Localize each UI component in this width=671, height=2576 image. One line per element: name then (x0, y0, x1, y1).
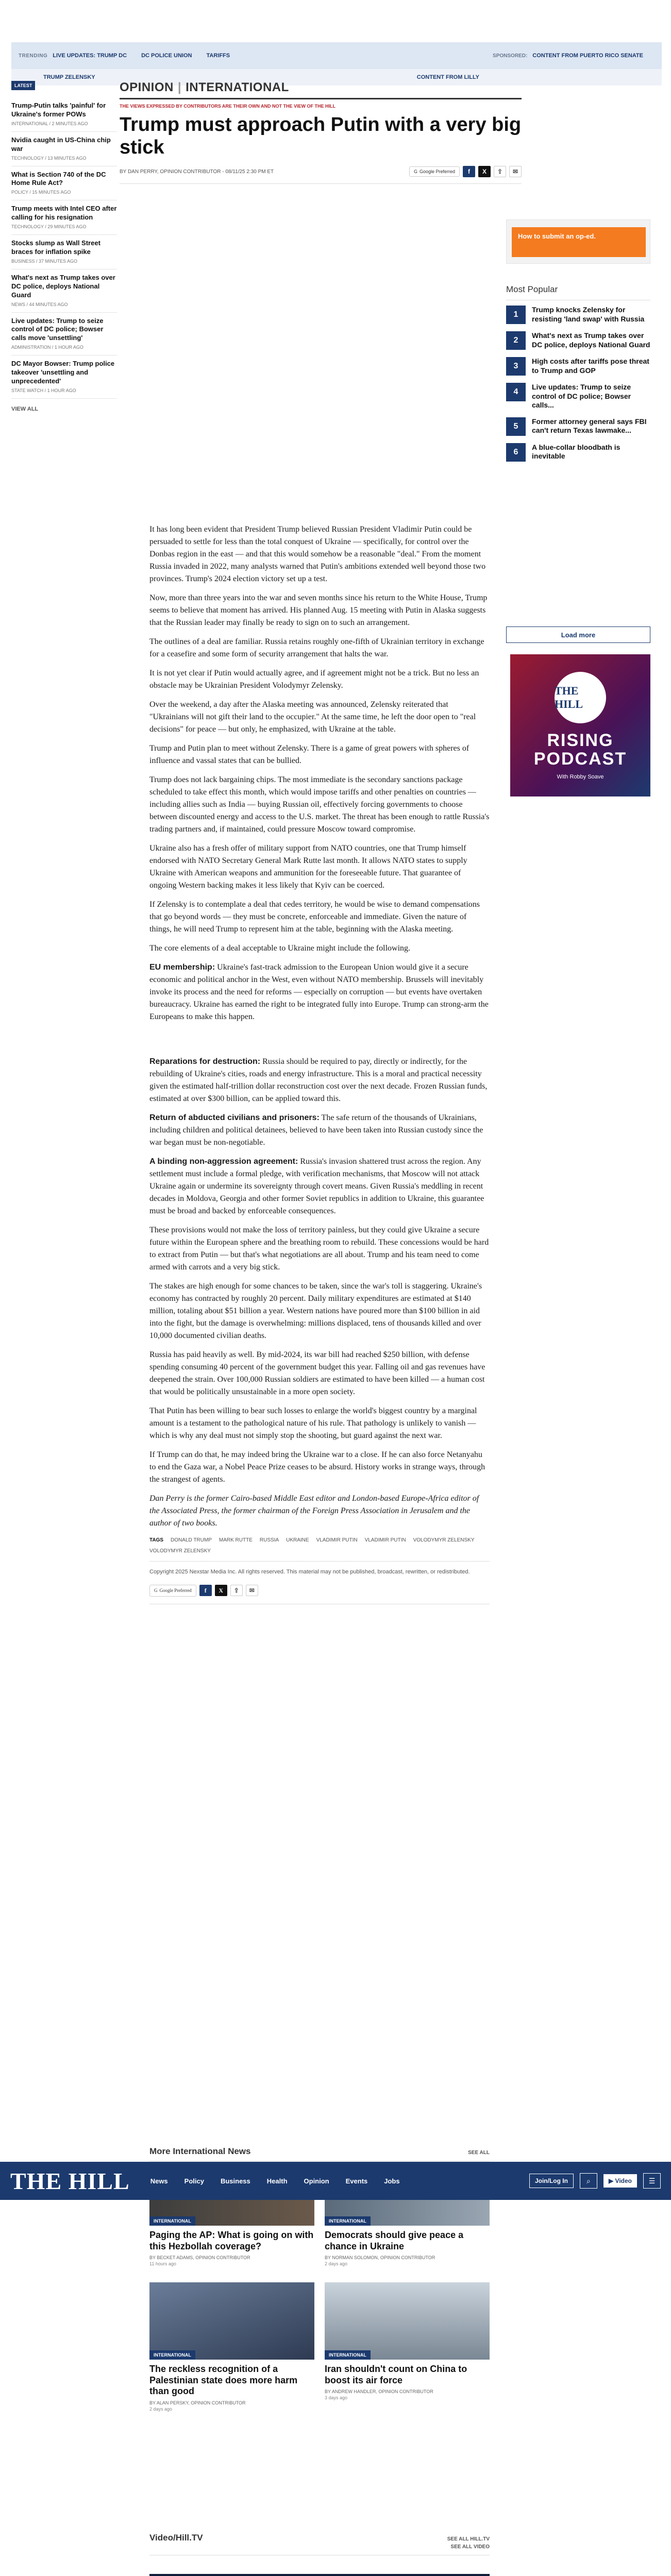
latest-item-title[interactable]: What is Section 740 of the DC Home Rule Act? (11, 170, 106, 187)
sponsored-link[interactable]: CONTENT FROM PUERTO RICO SENATE (532, 53, 643, 59)
most-popular-item[interactable] (506, 443, 650, 462)
article-paragraph: These provisions would not make the loss of territory painless, but they could give Ukraine a secure future within the European sphere and the breathing room to rebuild. These concessions would be hard to extract from Putin — but that's what negotiations are all about. Trump and his team need to come armed with carrots and a very big stick. (149, 1226, 489, 1272)
rank-number: 3 (506, 357, 526, 376)
join-login-button[interactable]: Join/Log In (529, 2174, 574, 2188)
article-bold-item (149, 1156, 490, 1217)
news-card-byline: BY NORMAN SOLOMON, OPINION CONTRIBUTOR (325, 2255, 435, 2261)
latest-item-title[interactable]: Nvidia caught in US-China chip war (11, 135, 111, 152)
article-paragraph: Trump does not lack bargaining chips. The most immediate is the secondary sanctions package scheduled to take effect this month, which would impose tariffs and other penalties on countries — including allies such as India — buying Russian oil, effectively forcing governments to choose between discounted energy and access to the U.S. market. The threat has been enough to rattle Russia's trading partners and, if maintained, could pressure Moscow toward compromise. (149, 775, 490, 834)
category-badge: INTERNATIONAL (149, 2350, 195, 2360)
copyright: Copyright 2025 Nexstar Media Inc. All rights reserved. This material may not be published, broadcast, rewritten, or redistributed. (149, 1569, 470, 1575)
latest-news-rail (11, 80, 117, 413)
podcast-subtitle: With Robby Soave (557, 774, 604, 780)
bottom-share-bar (149, 1585, 490, 1605)
sticky-nav (0, 2162, 671, 2200)
bold-item-label: Reparations for destruction: (149, 1057, 261, 1066)
author-bio: Dan Perry is the former Cairo-based Middle East editor and London-based Europe-Africa editor of the Associated Press, the former chairman of the Foreign Press Association in Jerusalem and the author of two books. (149, 1494, 479, 1528)
latest-item[interactable] (11, 269, 117, 313)
tag-link[interactable]: VLADIMIR PUTIN (364, 1537, 406, 1543)
article-paragraph: The stakes are high enough for some chances to be taken, since the war's toll is staggering. Ukraine's economy has contracted by roughly 20 percent. Daily military expenditures are estimated at $140 million, totaling about $51 billion a year. Western nations have poured more than $100 billion in aid into the fight, but the damage is overwhelming: millions displaced, tens of thousands killed and over 10,000 documented civilian deaths. (149, 1282, 482, 1340)
facebook-icon[interactable]: f (463, 166, 475, 177)
bold-item-text: Ukraine's fast-track admission to the European Union would give it a secure economic and political anchor in the West, even without NATO membership. Brussels will inevitably invoke its process and the need for reforms — especially on corruption — but events have overtaken bureaucracy. Ukraine has earned the right to be integrated fully into Europe. Trump can strong-arm the Europeans to make this happen. (149, 963, 489, 1021)
latest-item-title[interactable]: Stocks slump as Wall Street braces for inflation spike (11, 239, 100, 256)
latest-badge: LATEST (11, 81, 35, 90)
latest-item[interactable] (11, 166, 117, 201)
breadcrumb-subsection[interactable]: INTERNATIONAL (186, 80, 289, 94)
more-news-title: More International News (149, 2146, 251, 2156)
latest-item-meta: BUSINESS / 37 MINUTES AGO (11, 258, 78, 264)
trending-bar (11, 42, 662, 69)
bold-item-label: Return of abducted civilians and prisoners: (149, 1113, 320, 1122)
nav-policy[interactable]: Policy (184, 2177, 204, 2185)
sponsored-label: SPONSORED: (493, 53, 528, 59)
google-preferred-label: Google Preferred (419, 169, 455, 175)
nav-health[interactable]: Health (266, 2177, 288, 2185)
category-badge: INTERNATIONAL (325, 2216, 371, 2226)
article-header (120, 77, 522, 184)
most-popular-title: Most Popular (506, 284, 650, 300)
most-popular-item-title[interactable]: High costs after tariffs pose threat to Trump and GOP (532, 357, 649, 375)
news-card-time: 11 hours ago (149, 2261, 176, 2267)
nav-news[interactable]: News (150, 2177, 168, 2185)
article-paragraph: Over the weekend, a day after the Alaska meeting was announced, Zelensky reiterated that "Ukrainians will not gift their land to the occupier." At the same time, he left the door open to "real decisions" for peace — but only, he emphasized, with Ukraine at the table. (149, 700, 476, 734)
news-card-byline: BY ALAN PERSKY, OPINION CONTRIBUTOR (149, 2400, 246, 2405)
view-all-link[interactable]: VIEW ALL (11, 405, 39, 412)
news-card-image[interactable] (149, 2282, 314, 2360)
latest-item-meta: STATE WATCH / 1 HOUR AGO (11, 387, 76, 393)
google-icon: G (154, 1587, 158, 1593)
sponsored-link[interactable]: CONTENT FROM LILLY (416, 74, 479, 80)
news-card-title[interactable]: Paging the AP: What is going on with this Hezbollah coverage? (149, 2230, 314, 2251)
article-paragraph: Ukraine also has a fresh offer of military support from NATO countries, one that Trump himself endorsed with NATO Secretary General Mark Rutte last month. It allows NATO states to supply Ukraine with American weapons and ammunition for the foreseeable future. That guarantee of ongoing Western backing makes it less likely that Kyiv can be coerced. (149, 844, 467, 890)
google-preferred-button[interactable] (409, 166, 460, 177)
bold-item-text: Russia should be required to pay, directly or indirectly, for the rebuilding of Ukraine's cities, roads and energy infrastructure. This is a moral and practical necessity given the estimated half-trillion dollar reconstruction cost over the next decade. Frozen Russian funds, estimated at over $300 billion, can be applied toward this. (149, 1057, 488, 1103)
article-paragraph: Trump and Putin plan to meet without Zelensky. There is a game of great powers with spheres of influence and vassal states that can be bullied. (149, 744, 469, 765)
trending-link[interactable]: DC POLICE UNION (141, 53, 192, 59)
news-card[interactable] (149, 2200, 314, 2266)
article-bold-item (149, 1112, 490, 1149)
see-all-hilltv[interactable] (447, 2535, 490, 2551)
bold-item-label: A binding non-aggression agreement: (149, 1157, 298, 1166)
nav-opinion[interactable]: Opinion (304, 2177, 329, 2185)
video-section-title: Video/Hill.TV (149, 2533, 203, 2543)
latest-item-title[interactable]: Trump-Putin talks 'painful' for Ukraine's former POWs (11, 101, 106, 118)
page-title: Trump must approach Putin with a very big stick (120, 114, 522, 158)
tag-link[interactable]: MARK RUTTE (219, 1537, 253, 1543)
article-paragraph: The outlines of a deal are familiar. Russia retains roughly one-fifth of Ukrainian territory in exchange for a ceasefire and some form of security arrangement that halts the war. (149, 637, 484, 658)
most-popular (506, 284, 650, 469)
bold-item-text: The safe return of the thousands of Ukrainians, including children and political detainees, believed to have been taken into Russian custody since the war began must be non-negotiable. (149, 1113, 483, 1147)
more-news-header (149, 2146, 490, 2161)
nav-right (529, 2173, 661, 2189)
news-card-title[interactable]: Democrats should give peace a chance in Ukraine (325, 2230, 464, 2251)
the-hill-logo: THE HILL (555, 672, 606, 723)
article-paragraph: Now, more than three years into the war and seven months since his return to the White House, Trump seems to believe that moment has arrived. His planned Aug. 15 meeting with Putin in Alaska suggests that the Russian leader may finally be ready to sign on to such an arrangement. (149, 594, 488, 627)
news-card-byline: BY ANDREW HANDLER, OPINION CONTRIBUTOR (325, 2389, 433, 2395)
article-body (149, 523, 490, 1604)
tag-link[interactable]: DONALD TRUMP (171, 1537, 212, 1543)
oped-ad-text: How to submit an op-ed. (518, 232, 596, 240)
most-popular-item-title[interactable]: Trump knocks Zelensky for resisting 'land swap' with Russia (532, 306, 645, 323)
latest-item-meta: ADMINISTRATION / 1 HOUR AGO (11, 345, 83, 350)
google-preferred-button[interactable] (149, 1585, 196, 1597)
most-popular-item-title[interactable]: Live updates: Trump to seize control of DC police; Bowser calls... (532, 383, 631, 409)
tags-label: TAGS (149, 1537, 164, 1543)
x-icon[interactable]: X (215, 1585, 227, 1596)
oped-ad-banner[interactable] (512, 227, 646, 257)
tags (149, 1536, 490, 1562)
news-card-title[interactable]: Iran shouldn't count on China to boost its air force (325, 2364, 467, 2385)
most-popular-item-title[interactable]: Former attorney general says FBI can't return Texas lawmake... (532, 417, 647, 434)
tag-link[interactable]: VOLODYMYR ZELENSKY (413, 1537, 475, 1543)
x-icon[interactable]: X (478, 166, 491, 177)
news-card-time: 3 days ago (325, 2395, 348, 2401)
tag-link[interactable]: RUSSIA (259, 1537, 279, 1543)
search-icon[interactable]: ⌕ (580, 2173, 597, 2189)
share-icon[interactable]: ⇪ (494, 166, 506, 177)
trending-link[interactable]: LIVE UPDATES: TRUMP DC (53, 53, 127, 59)
latest-item[interactable] (11, 235, 117, 269)
article-paragraph: It is not yet clear if Putin would actually agree, and if agreement might not be a trick. But no less an obstacle may be Ukrainian President Volodymyr Zelensky. (149, 669, 479, 690)
share-icon[interactable]: ⇪ (230, 1585, 243, 1596)
news-card-image[interactable] (149, 2200, 314, 2226)
email-icon[interactable]: ✉ (246, 1585, 258, 1596)
inline-ad-space (149, 1030, 490, 1056)
video-button-label: Video (615, 2177, 632, 2184)
article-paragraph: If Trump can do that, he may indeed bring the Ukraine war to a close. If he can also force Netanyahu to end the Gaza war, a Nobel Peace Prize ceases to be absurd. History works in strange ways, through the strangest of agents. (149, 1450, 485, 1484)
latest-item-title[interactable]: Live updates: Trump to seize control of DC police; Bowser calls move 'unsettling' (11, 316, 104, 342)
trending-link[interactable]: TARIFFS (206, 53, 230, 59)
the-hill-logo[interactable]: THE HILL (10, 2167, 130, 2194)
see-all-video-link[interactable]: SEE ALL VIDEO (450, 2544, 490, 2550)
most-popular-item[interactable] (506, 383, 650, 410)
podcast-title: RISING PODCAST (533, 731, 627, 769)
latest-item-meta: TECHNOLOGY / 29 MINUTES AGO (11, 224, 87, 230)
news-card-image[interactable] (325, 2200, 490, 2226)
rank-number: 1 (506, 306, 526, 324)
nav-jobs[interactable]: Jobs (384, 2177, 400, 2185)
rising-podcast-ad[interactable] (510, 654, 650, 796)
see-all-hilltv-link[interactable]: SEE ALL HILL.TV (447, 2536, 490, 2542)
latest-item-title[interactable]: Trump meets with Intel CEO after calling for his resignation (11, 205, 117, 222)
latest-item[interactable] (11, 97, 117, 132)
news-card-image[interactable] (325, 2282, 490, 2360)
news-card-time: 2 days ago (149, 2406, 173, 2412)
tag-link[interactable]: VOLODYMYR ZELENSKY (149, 1548, 211, 1554)
category-badge: INTERNATIONAL (325, 2350, 371, 2360)
latest-item-meta: NEWS / 44 MINUTES AGO (11, 301, 68, 307)
sponsored-links (493, 53, 655, 59)
byline: BY DAN PERRY, OPINION CONTRIBUTOR - 08/11/25 2:30 PM ET (120, 168, 274, 175)
load-more-button[interactable]: Load more (506, 626, 650, 643)
share-bar (409, 166, 522, 177)
breadcrumb-section[interactable]: OPINION (120, 80, 174, 94)
tag-link[interactable]: VLADIMIR PUTIN (316, 1537, 358, 1543)
most-popular-item[interactable] (506, 417, 650, 436)
most-popular-item-title[interactable]: A blue-collar bloodbath is inevitable (532, 443, 620, 460)
latest-item[interactable] (11, 200, 117, 235)
rank-number: 6 (506, 443, 526, 462)
oped-ad[interactable] (506, 219, 650, 264)
latest-item[interactable] (11, 313, 117, 356)
most-popular-item[interactable] (506, 306, 650, 324)
article-paragraph: That Putin has been willing to bear such losses to enlarge the world's biggest country by a marginal amount is a testament to the pathological nature of his rule. That pathology is unlikely to vanish — which is why any deal must not simply stop the shooting, but guard against the next war. (149, 1406, 477, 1440)
main-video-player[interactable] (149, 2574, 490, 2576)
latest-item-meta: POLICY / 15 MINUTES AGO (11, 190, 71, 195)
nav-events[interactable]: Events (345, 2177, 368, 2185)
most-popular-item[interactable] (506, 357, 650, 376)
latest-item[interactable] (11, 132, 117, 166)
rank-number: 4 (506, 383, 526, 401)
menu-icon[interactable]: ☰ (643, 2173, 661, 2189)
latest-item[interactable] (11, 355, 117, 399)
article-paragraph: If Zelensky is to contemplate a deal that cedes territory, he would be wise to demand compensations that go beyond words — they must be concrete, enforceable and immediate. Given the nature of things, he will need Trump to represent him at the table, beginning with the Alaska meeting. (149, 900, 480, 934)
video-header (149, 2533, 490, 2555)
opinion-disclaimer: THE VIEWS EXPRESSED BY CONTRIBUTORS ARE THEIR OWN AND NOT THE VIEW OF THE HILL (120, 104, 336, 109)
trending-link[interactable]: TRUMP ZELENSKY (43, 74, 95, 80)
nav-business[interactable]: Business (220, 2177, 250, 2185)
article-paragraph: The core elements of a deal acceptable to Ukraine might include the following. (149, 944, 411, 953)
latest-item-meta: INTERNATIONAL / 2 MINUTES AGO (11, 121, 88, 126)
news-card-byline: BY BECKET ADAMS, OPINION CONTRIBUTOR (149, 2255, 250, 2261)
rank-number: 5 (506, 417, 526, 436)
email-icon[interactable]: ✉ (509, 166, 522, 177)
google-preferred-label: Google Preferred (159, 1587, 192, 1593)
bold-item-label: EU membership: (149, 963, 215, 972)
breadcrumb-separator-icon: | (177, 80, 182, 94)
news-card[interactable] (149, 2282, 314, 2412)
category-badge: INTERNATIONAL (149, 2216, 195, 2226)
trending-label: TRENDING (19, 53, 48, 59)
most-popular-item-title[interactable]: What's next as Trump takes over DC police, deploys National Guard (532, 331, 650, 349)
latest-item-title[interactable]: DC Mayor Bowser: Trump police takeover 'unsettling and unprecedented' (11, 360, 115, 385)
rank-number: 2 (506, 331, 526, 350)
article-bold-item (149, 961, 490, 1023)
news-card[interactable] (325, 2200, 490, 2266)
play-icon: ▶ (608, 2177, 615, 2184)
latest-item-meta: TECHNOLOGY / 13 MINUTES AGO (11, 155, 87, 161)
article-paragraph: Russia has paid heavily as well. By mid-2024, its war bill had reached $250 billion, with defense spending consuming 40 percent of the government budget this year. Falling oil and gas revenues have deepened the strain. Over 100,000 Russian soldiers are estimated to have been killed — a human cost that would be politically unsustainable in a more open society. (149, 1350, 485, 1396)
most-popular-item[interactable] (506, 331, 650, 350)
news-card-time: 2 days ago (325, 2261, 348, 2267)
news-card-title[interactable]: The reckless recognition of a Palestinian state does more harm than good (149, 2364, 298, 2397)
article-paragraph: It has long been evident that President Trump believed Russian President Vladimir Putin could be persuaded to settle for less than the total conquest of Ukraine — specifically, for control over the Donbas region in the east — and that this would somehow be a reasonable "deal." From the moment Russia invaded in 2022, many analysts warned that Putin's ambitions extended well beyond those two provinces. Trump's 2024 election victory set up a test. (149, 525, 486, 583)
breadcrumb (120, 77, 522, 99)
facebook-icon[interactable]: f (199, 1585, 212, 1596)
google-icon: G (413, 169, 417, 175)
latest-item-title[interactable]: What's next as Trump takes over DC police, deploys National Guard (11, 273, 115, 299)
article-bold-item (149, 1056, 490, 1105)
video-button[interactable] (603, 2174, 637, 2188)
news-card[interactable] (325, 2282, 490, 2400)
bold-item-text: Russia's invasion shattered trust across the region. Any settlement must include a formal pledge, with verification mechanisms, that Moscow will not attack Ukraine again or undermine its sovereignty through covert means. Given Russia's meddling in recent decades in Moldova, Georgia and other former Soviet republics in addition to Ukraine, this guarantee must be broad and backed by enforceable consequences. (149, 1157, 484, 1215)
byline-row (120, 166, 522, 184)
more-news-see-all[interactable]: SEE ALL (468, 2150, 490, 2156)
tag-link[interactable]: UKRAINE (286, 1537, 309, 1543)
